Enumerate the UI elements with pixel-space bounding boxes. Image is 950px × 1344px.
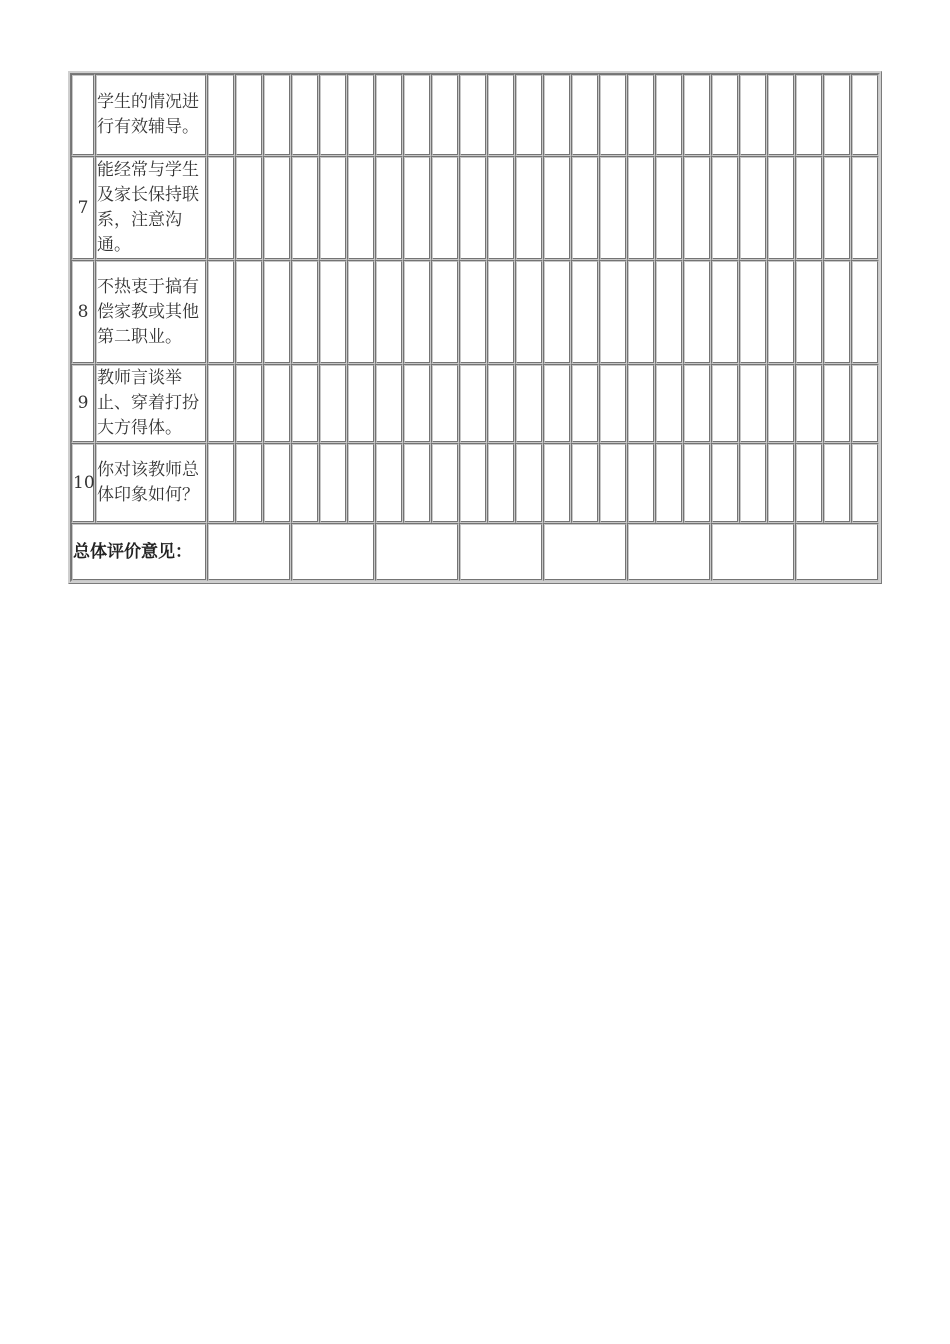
- rating-cell: [543, 260, 571, 364]
- rating-cell: [543, 74, 571, 156]
- rating-cell: [599, 74, 627, 156]
- rating-cell: [599, 156, 627, 260]
- rating-cell: [599, 364, 627, 443]
- rating-cell: [235, 74, 263, 156]
- rating-cell: [347, 443, 375, 523]
- rating-cell: [319, 364, 347, 443]
- rating-cell: [375, 74, 403, 156]
- rating-cell: [543, 156, 571, 260]
- rating-cell: [767, 260, 795, 364]
- rating-cell: [683, 156, 711, 260]
- rating-cell: [431, 260, 459, 364]
- summary-cell: [711, 523, 795, 581]
- rating-cell: [627, 443, 655, 523]
- evaluation-table: [68, 71, 882, 584]
- rating-cell: [543, 364, 571, 443]
- criterion-text: 你对该教师总体印象如何？: [95, 443, 207, 523]
- rating-cell: [711, 364, 739, 443]
- rating-cell: [515, 74, 543, 156]
- rating-cell: [571, 156, 599, 260]
- rating-cell: [431, 156, 459, 260]
- rating-cell: [627, 364, 655, 443]
- rating-cell: [795, 364, 823, 443]
- rating-cell: [319, 443, 347, 523]
- rating-cell: [655, 260, 683, 364]
- rating-cell: [739, 364, 767, 443]
- rating-cell: [459, 443, 487, 523]
- row-number: 7: [71, 156, 95, 260]
- rating-cell: [851, 74, 879, 156]
- rating-cell: [431, 74, 459, 156]
- rating-cell: [347, 364, 375, 443]
- rating-cell: [795, 74, 823, 156]
- rating-cell: [487, 156, 515, 260]
- rating-cell: [823, 364, 851, 443]
- rating-cell: [655, 364, 683, 443]
- criterion-text: 能经常与学生及家长保持联系，注意沟通。: [95, 156, 207, 260]
- rating-cell: [767, 443, 795, 523]
- rating-cell: [235, 260, 263, 364]
- rating-cell: [683, 443, 711, 523]
- table-row: [71, 156, 879, 260]
- criterion-text: 学生的情况进行有效辅导。: [95, 74, 207, 156]
- rating-cell: [851, 260, 879, 364]
- table-row: [71, 260, 879, 364]
- rating-cell: [431, 443, 459, 523]
- rating-cell: [207, 260, 235, 364]
- rating-cell: [851, 443, 879, 523]
- rating-cell: [459, 364, 487, 443]
- rating-cell: [459, 260, 487, 364]
- rating-cell: [711, 443, 739, 523]
- rating-cell: [319, 74, 347, 156]
- rating-cell: [403, 364, 431, 443]
- rating-cell: [375, 156, 403, 260]
- row-number: [71, 74, 95, 156]
- summary-cell: [459, 523, 543, 581]
- rating-cell: [571, 364, 599, 443]
- criterion-text: 不热衷于搞有偿家教或其他第二职业。: [95, 260, 207, 364]
- rating-cell: [347, 74, 375, 156]
- summary-cell: [543, 523, 627, 581]
- rating-cell: [655, 74, 683, 156]
- rating-cell: [235, 364, 263, 443]
- rating-cell: [851, 364, 879, 443]
- summary-cell: [627, 523, 711, 581]
- rating-cell: [795, 443, 823, 523]
- summary-cell: [375, 523, 459, 581]
- summary-row: [71, 523, 879, 581]
- table-row: [71, 74, 879, 156]
- rating-cell: [207, 156, 235, 260]
- rating-cell: [347, 156, 375, 260]
- rating-cell: [459, 156, 487, 260]
- rating-cell: [263, 443, 291, 523]
- rating-cell: [767, 156, 795, 260]
- rating-cell: [207, 74, 235, 156]
- rating-cell: [403, 74, 431, 156]
- rating-cell: [403, 156, 431, 260]
- row-number: 10: [71, 443, 95, 523]
- rating-cell: [823, 156, 851, 260]
- rating-cell: [291, 260, 319, 364]
- rating-cell: [207, 364, 235, 443]
- rating-cell: [403, 260, 431, 364]
- rating-cell: [543, 443, 571, 523]
- rating-cell: [683, 74, 711, 156]
- rating-cell: [599, 260, 627, 364]
- rating-cell: [515, 364, 543, 443]
- rating-cell: [263, 156, 291, 260]
- summary-cell: [795, 523, 879, 581]
- summary-label: 总体评价意见：: [71, 523, 207, 581]
- rating-cell: [487, 260, 515, 364]
- rating-cell: [403, 443, 431, 523]
- rating-cell: [711, 260, 739, 364]
- rating-cell: [319, 156, 347, 260]
- rating-cell: [207, 443, 235, 523]
- rating-cell: [487, 74, 515, 156]
- rating-cell: [235, 443, 263, 523]
- rating-cell: [235, 156, 263, 260]
- rating-cell: [291, 443, 319, 523]
- rating-cell: [851, 156, 879, 260]
- rating-cell: [767, 74, 795, 156]
- rating-cell: [263, 364, 291, 443]
- summary-cell: [207, 523, 291, 581]
- row-number: 8: [71, 260, 95, 364]
- rating-cell: [291, 74, 319, 156]
- row-number: 9: [71, 364, 95, 443]
- rating-cell: [431, 364, 459, 443]
- rating-cell: [683, 364, 711, 443]
- rating-cell: [655, 443, 683, 523]
- criterion-text: 教师言谈举止、穿着打扮大方得体。: [95, 364, 207, 443]
- rating-cell: [263, 260, 291, 364]
- rating-cell: [487, 443, 515, 523]
- rating-cell: [767, 364, 795, 443]
- rating-cell: [823, 260, 851, 364]
- rating-cell: [459, 74, 487, 156]
- rating-cell: [599, 443, 627, 523]
- rating-cell: [291, 156, 319, 260]
- rating-cell: [627, 74, 655, 156]
- rating-cell: [263, 74, 291, 156]
- rating-cell: [711, 74, 739, 156]
- rating-cell: [375, 364, 403, 443]
- rating-cell: [739, 74, 767, 156]
- rating-cell: [823, 74, 851, 156]
- rating-cell: [739, 260, 767, 364]
- rating-cell: [795, 260, 823, 364]
- rating-cell: [515, 156, 543, 260]
- rating-cell: [487, 364, 515, 443]
- table-row: [71, 364, 879, 443]
- rating-cell: [571, 74, 599, 156]
- rating-cell: [627, 156, 655, 260]
- rating-cell: [515, 260, 543, 364]
- rating-cell: [515, 443, 543, 523]
- rating-cell: [795, 156, 823, 260]
- rating-cell: [739, 156, 767, 260]
- rating-cell: [655, 156, 683, 260]
- rating-cell: [711, 156, 739, 260]
- summary-cell: [291, 523, 375, 581]
- rating-cell: [823, 443, 851, 523]
- rating-cell: [319, 260, 347, 364]
- rating-cell: [739, 443, 767, 523]
- rating-cell: [375, 443, 403, 523]
- rating-cell: [683, 260, 711, 364]
- rating-cell: [571, 260, 599, 364]
- rating-cell: [375, 260, 403, 364]
- rating-cell: [627, 260, 655, 364]
- table-body: [71, 74, 879, 581]
- rating-cell: [291, 364, 319, 443]
- rating-cell: [571, 443, 599, 523]
- table-row: [71, 443, 879, 523]
- rating-cell: [347, 260, 375, 364]
